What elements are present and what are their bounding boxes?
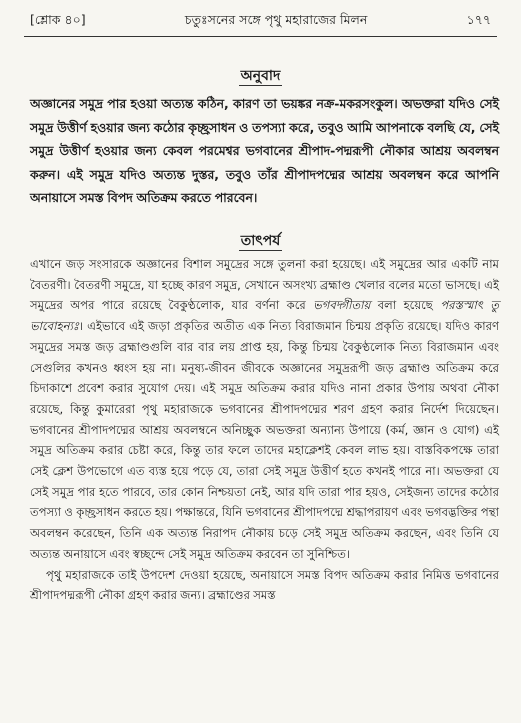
header-rule xyxy=(24,36,497,37)
purport-heading: তাৎপর্য xyxy=(240,233,281,249)
translation-heading: অনুবাদ xyxy=(240,68,281,84)
chapter-title: চতুঃসনের সঙ্গে পৃথু মহারাজের মিলন xyxy=(184,12,368,27)
purport-body xyxy=(30,254,499,606)
page-number: ১৭৭ xyxy=(466,12,491,27)
purport-paragraph: পৃথু মহারাজকে তাই উপদেশ দেওয়া হয়েছে, অনায়াসে সমস্ত বিপদ অতিক্রম করার নিমিত্ত ভগবানের শ্রীপাদপদ্মরূপী নৌকা গ্রহণ করার জন্য। ব্রহ্মাণ্ডের সমস্ত xyxy=(30,567,499,603)
translation-text: অজ্ঞানের সমুদ্র পার হওয়া অত্যন্ত কঠিন, কারণ তা ভয়ঙ্কর নক্র-মকরসংকুল। অভক্তরা যদিও সেই সমুদ্র উত্তীর্ণ হওয়ার জন্য কঠোর কৃচ্ছ্রসাধন ও তপস্যা করে, তবুও আমি আপনাকে বলছি যে, সেই সমুদ্র উত্তীর্ণ হওয়ার জন্য কেবল পরমেশ্বর ভগবানের শ্রীপাদ-পদ্মরূপী নৌকার আশ্রয় অবলম্বন করুন। এই সমুদ্র যদিও অত্যন্ত দুস্তর, তবুও তাঁর শ্রীপাদপদ্মের আশ্রয় অবলম্বন করে আপনি অনায়াসে সমস্ত বিপদ অতিক্রম করতে পারবেন। xyxy=(30,96,499,206)
purport-paragraph: এখানে জড় সংসারকে অজ্ঞানের বিশাল সমুদ্রের সঙ্গে তুলনা করা হয়েছে। এই সমুদ্রের আর একটি নাম বৈতরণী। বৈতরণী সমুদ্রে, যা হচ্ছে কারণ সমুদ্র, সেখানে অসংখ্য ব্রহ্মাণ্ড খেলার বলের মতো ভাসছে। এই সমুদ্রের অপর পারে রয়েছে বৈকুণ্ঠলোক, যার বর্ণনা করে ভগবদ্গীতায় বলা হয়েছে পরস্তস্মাৎ তু ভাবোহন্যঃ। এইভাবে এই জড়া প্রকৃতির অতীত এক নিত্য বিরাজমান চিন্ময় প্রকৃতি রয়েছে। যদিও কারণ সমুদ্রের সমস্ত জড় ব্রহ্মাণ্ডগুলি বার বার লয় প্রাপ্ত হয়, কিন্তু চিন্ময় বৈকুণ্ঠলোক নিত্য বিরাজমান এবং সেগুলির কখনও ধ্বংস হয় না। মনুষ্য-জীবন জীবকে অজ্ঞানের সমুদ্ররূপী জড় ব্রহ্মাণ্ড অতিক্রম করে চিদাকাশে প্রবেশ করার সুযোগ দেয়। এই সমুদ্র অতিক্রম করার যদিও নানা প্রকার উপায় অথবা নৌকা রয়েছে, কিন্তু কুমারেরা পৃথু মহারাজকে ভগবানের শ্রীপাদপদ্মের শরণ গ্রহণ করার নির্দেশ দিয়েছেন। ভগবানের শ্রীপাদপদ্মের আশ্রয় অবলম্বনে অনিচ্ছুক অভক্তরা অন্যান্য উপায়ে (কর্ম, জ্ঞান ও যোগ) এই সমুদ্র অতিক্রম করার চেষ্টা করে, কিন্তু তার ফলে তাদের মহাক্লেশই কেবল লাভ হয়। বাস্তবিকপক্ষে তারা সেই ক্লেশ উপভোগে এত ব্যস্ত হয়ে পড়ে যে, তারা সেই সমুদ্র উত্তীর্ণ হতে কখনই পারে না। অভক্তরা যে সেই সমুদ্র পার হতে পারবে, তার কোন নিশ্চয়তা নেই, আর যদি তারা পার হয়ও, সেইজন্য তাদের কঠোর তপস্যা ও কৃচ্ছ্রসাধন করতে হয়। পক্ষান্তরে, যিনি ভগবানের শ্রীপাদপদ্মে শ্রদ্ধাপরায়ণ এবং ভগবদ্ভক্তির পন্থা অবলম্বন করেছেন, তিনি এক অত্যন্ত নিরাপদ নৌকায় চড়ে সেই সমুদ্র অতিক্রম করছেন, এবং তিনি যে অত্যন্ত অনায়াসে এবং স্বচ্ছন্দে সেই সমুদ্র অতিক্রম করবেন তা সুনিশ্চিত। xyxy=(30,257,499,561)
running-header xyxy=(30,12,491,32)
italic-source-name: ভগবদ্গীতায় xyxy=(313,298,371,313)
italic-sanskrit-quote: পরস্তস্মাৎ তু ভাবোহন্যঃ xyxy=(30,298,499,334)
verse-reference: [শ্লোক ৪০] xyxy=(30,12,86,27)
